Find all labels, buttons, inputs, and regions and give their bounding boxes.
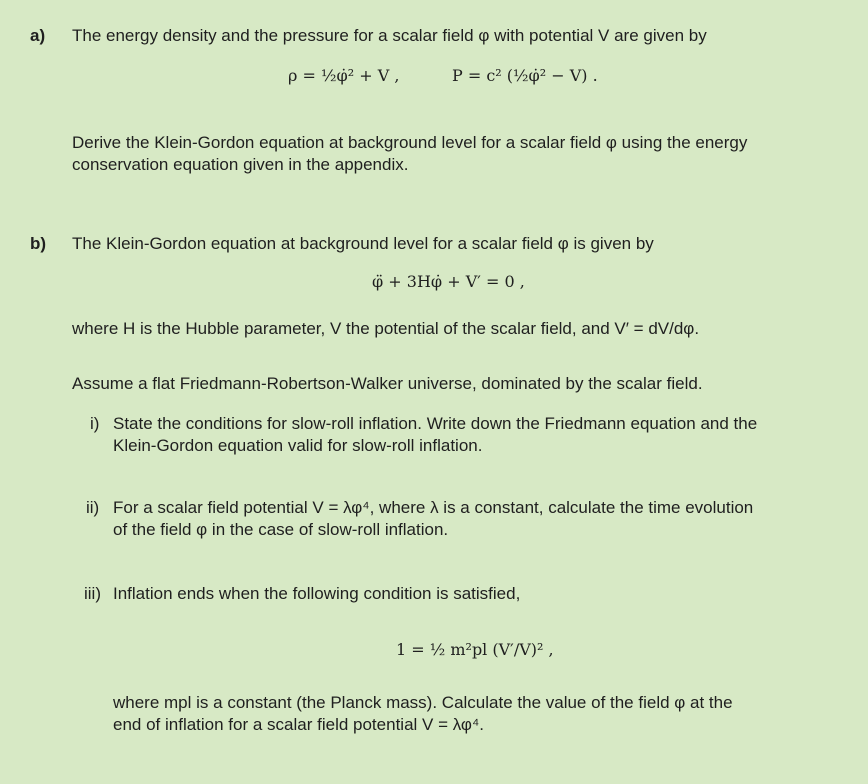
part-b-intro: The Klein-Gordon equation at background level for a scalar field φ is given by [72,234,654,253]
item-ii-line2: of the field φ in the case of slow-roll inflation. [113,520,449,539]
item-iii-line3: end of inflation for a scalar field potential V = λφ⁴. [113,715,484,734]
part-a-task-line1: Derive the Klein-Gordon equation at background level for a scalar field φ using the energy [72,133,748,152]
item-i-line1: State the conditions for slow-roll inflation. Write down the Friedmann equation and the [113,414,758,433]
klein-gordon-equation: φ̈ + 3Hφ̇ + V′ = 0 , [372,272,525,291]
part-a-label: a) [30,26,46,45]
part-b-label: b) [30,234,47,253]
end-of-inflation-equation: 1 = ½ m²pl (V′/V)² , [396,640,554,659]
assumption-text: Assume a flat Friedmann-Robertson-Walker universe, dominated by the scalar field. [72,374,703,393]
item-ii-label: ii) [86,498,100,517]
item-iii-line1: Inflation ends when the following condition is satisfied, [113,584,521,603]
item-iii-label: iii) [84,584,101,603]
item-i-line2: Klein-Gordon equation valid for slow-roll inflation. [113,436,483,455]
item-i-label: i) [90,414,100,433]
item-iii-line2: where mpl is a constant (the Planck mass). Calculate the value of the field φ at the [113,693,733,712]
pressure-equation: P = c² (½φ̇² − V) . [452,66,598,85]
item-ii-line1: For a scalar field potential V = λφ⁴, where λ is a constant, calculate the time evolution [113,498,754,517]
rho-equation: ρ = ½φ̇² + V , [288,66,400,85]
part-a-intro: The energy density and the pressure for a scalar field φ with potential V are given by [72,26,707,45]
where-line: where H is the Hubble parameter, V the potential of the scalar field, and V′ = dV/dφ. [72,319,700,338]
part-a-task-line2: conservation equation given in the appendix. [72,155,409,174]
